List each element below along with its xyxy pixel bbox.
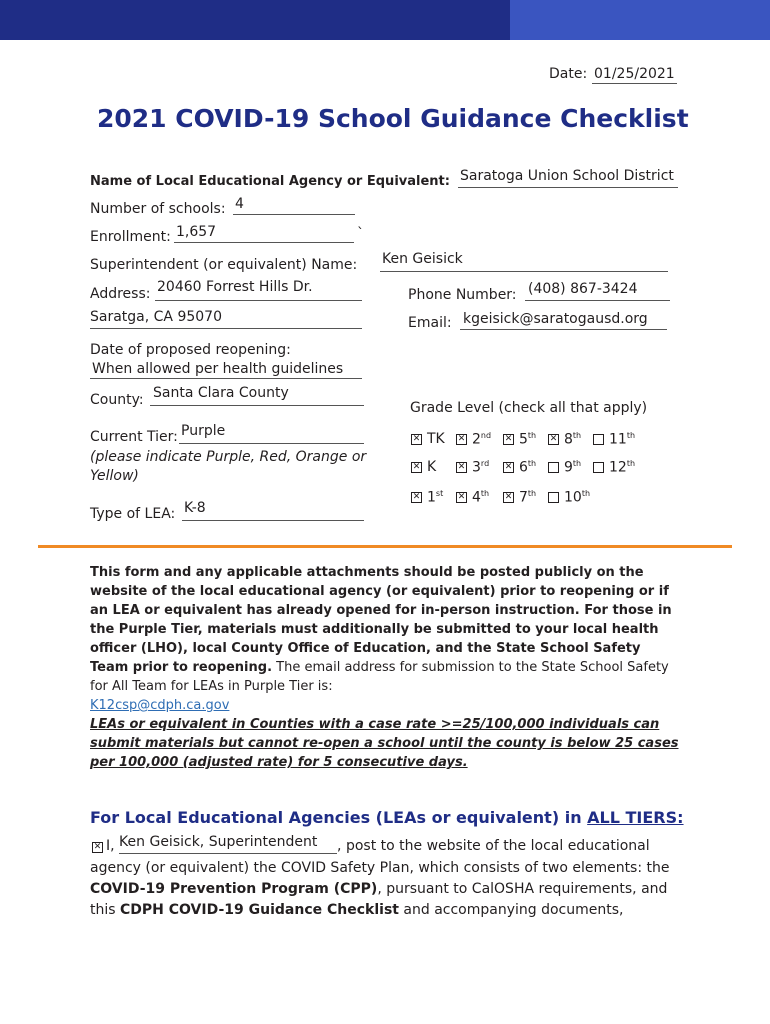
top-banner-accent xyxy=(510,0,770,40)
address-underline-2 xyxy=(90,328,362,329)
grade-base: 9 xyxy=(564,459,573,476)
grade-label-10 xyxy=(564,489,590,506)
lea-type-underline xyxy=(182,520,364,521)
grade-base: K xyxy=(427,459,437,475)
grade-checkbox-tk[interactable] xyxy=(411,434,422,445)
cpp-name: COVID-19 Prevention Program (CPP) xyxy=(90,881,378,897)
superintendent-value[interactable]: Ken Geisick xyxy=(382,251,463,267)
grade-checkbox-11[interactable] xyxy=(593,434,604,445)
county-value[interactable]: Santa Clara County xyxy=(153,385,289,401)
phone-label: Phone Number: xyxy=(408,287,517,303)
county-underline xyxy=(150,405,364,406)
grade-checkbox-k[interactable] xyxy=(411,462,422,473)
grade-base: 3 xyxy=(472,459,481,476)
grade-label-7 xyxy=(519,489,536,506)
grade-base: 4 xyxy=(472,489,481,506)
grade-base: TK xyxy=(427,431,445,447)
grade-base: 11 xyxy=(609,431,627,448)
address-line2[interactable]: Saratga, CA 95070 xyxy=(90,309,222,325)
email-label: Email: xyxy=(408,315,452,331)
grade-label-4 xyxy=(472,489,489,506)
schools-label: Number of schools: xyxy=(90,201,226,217)
all-tiers-heading-prefix: For Local Educational Agencies (LEAs or equivalent) in xyxy=(90,808,582,827)
grade-suffix: nd xyxy=(480,431,492,440)
grade-base: 6 xyxy=(519,459,528,476)
notice-bold-text: This form and any applicable attachments should be posted publicly on the website of the local educational agency (or equivalent) prior to reopening or if an LEA or equivalent has already opened for in-person instruction. For those in the Purple Tier, materials must additionally be submitted to your local health officer (LHO), local County Office of Education, and the State School Safety Team prior to reopening. xyxy=(90,565,672,675)
grade-label-8 xyxy=(564,431,581,448)
grade-base: 5 xyxy=(519,431,528,448)
enrollment-label: Enrollment: xyxy=(90,229,171,245)
grade-checkbox-6[interactable] xyxy=(503,462,514,473)
tier-value[interactable]: Purple xyxy=(181,423,226,439)
signer-field[interactable]: Ken Geisick, Superintendent xyxy=(119,832,337,854)
superintendent-underline xyxy=(380,271,668,272)
superintendent-label: Superintendent (or equivalent) Name: xyxy=(90,257,358,273)
grade-checkbox-8[interactable] xyxy=(548,434,559,445)
grade-suffix: th xyxy=(626,459,636,468)
grade-label-9 xyxy=(564,459,581,476)
case-rate-notice: LEAs or equivalent in Counties with a case rate >=25/100,000 individuals can submit materials but cannot re-open a school until the county is below 25 cases per 100,000 (adjusted rate) for 5 consecutive days. xyxy=(90,717,679,770)
grade-checkbox-5[interactable] xyxy=(503,434,514,445)
grade-checkbox-12[interactable] xyxy=(593,462,604,473)
grade-label-1 xyxy=(427,489,443,506)
lea-underline xyxy=(458,187,678,188)
address-underline-1 xyxy=(155,300,362,301)
grade-suffix: th xyxy=(572,431,582,440)
grade-checkbox-7[interactable] xyxy=(503,492,514,503)
checklist-name: CDPH COVID-19 Guidance Checklist xyxy=(120,902,399,918)
grade-base: 1 xyxy=(427,489,436,506)
tier-note-2: Yellow) xyxy=(90,468,139,484)
grade-suffix: th xyxy=(527,431,537,440)
address-label: Address: xyxy=(90,286,151,302)
lea-label: Name of Local Educational Agency or Equivalent: xyxy=(90,174,450,189)
enrollment-value[interactable]: 1,657 xyxy=(176,224,217,240)
email-underline xyxy=(460,329,667,330)
grade-base: 8 xyxy=(564,431,573,448)
grade-checkbox-10[interactable] xyxy=(548,492,559,503)
grade-label-tk xyxy=(427,431,445,447)
all-tiers-heading xyxy=(90,808,684,827)
grade-checkbox-9[interactable] xyxy=(548,462,559,473)
grade-label-11 xyxy=(609,431,635,448)
posting-notice xyxy=(90,563,680,772)
notice-plain-text: The email address for submission to the State School Safety for All Team for LEAs in Purple Tier is: xyxy=(90,660,669,694)
grade-base: 12 xyxy=(609,459,627,476)
para-1: , post to the website of the local educational agency (or equivalent) the COVID Safety Plan, which consists of two elements: the xyxy=(90,838,670,876)
grade-label-5 xyxy=(519,431,536,448)
date-underline xyxy=(592,83,677,84)
schools-underline xyxy=(233,214,355,215)
tier-underline xyxy=(179,443,364,444)
grade-suffix: th xyxy=(527,489,537,498)
grade-level-label: Grade Level (check all that apply) xyxy=(410,400,648,416)
enrollment-underline xyxy=(174,242,354,243)
posting-agreement-text xyxy=(90,836,690,921)
para-2: , pursuant to CalOSHA requirements, and this xyxy=(90,881,668,918)
reopen-underline xyxy=(90,378,362,379)
reopen-label: Date of proposed reopening: xyxy=(90,342,291,358)
email-value[interactable]: kgeisick@saratogausd.org xyxy=(463,311,648,327)
lea-type-label: Type of LEA: xyxy=(90,506,176,522)
grade-suffix: rd xyxy=(480,459,490,468)
grade-base: 10 xyxy=(564,489,582,506)
grade-suffix: th xyxy=(527,459,537,468)
grade-base: 2 xyxy=(472,431,481,448)
grade-checkbox-3[interactable] xyxy=(456,462,467,473)
grade-suffix: th xyxy=(581,489,591,498)
date-value[interactable]: 01/25/2021 xyxy=(594,66,675,82)
top-banner xyxy=(0,0,770,40)
date-label: Date: xyxy=(549,66,588,82)
para-3: and accompanying documents, xyxy=(398,902,624,918)
lea-value[interactable]: Saratoga Union School District xyxy=(460,168,674,184)
grade-label-3 xyxy=(472,459,489,476)
section-divider xyxy=(38,545,732,548)
grade-label-k xyxy=(427,459,436,475)
tier-label: Current Tier: xyxy=(90,429,178,445)
enrollment-tick: ` xyxy=(357,226,364,242)
grade-label-2 xyxy=(472,431,491,448)
grade-checkbox-1[interactable] xyxy=(411,492,422,503)
submission-email-link[interactable]: K12csp@cdph.ca.gov xyxy=(90,698,230,713)
reopen-value[interactable]: When allowed per health guidelines xyxy=(92,361,344,377)
grade-suffix: st xyxy=(435,489,444,498)
grade-label-12 xyxy=(609,459,635,476)
grade-suffix: th xyxy=(572,459,582,468)
grade-checkbox-2[interactable] xyxy=(456,434,467,445)
all-tiers-heading-underlined: ALL TIERS: xyxy=(587,808,684,827)
grade-label-6 xyxy=(519,459,536,476)
lea-type-value[interactable]: K-8 xyxy=(184,500,206,516)
grade-checkbox-4[interactable] xyxy=(456,492,467,503)
i-label: I, xyxy=(106,838,115,854)
phone-value[interactable]: (408) 867-3424 xyxy=(528,281,638,297)
grade-suffix: th xyxy=(480,489,490,498)
county-label: County: xyxy=(90,392,144,408)
phone-underline xyxy=(525,300,670,301)
tier-note: (please indicate Purple, Red, Orange or xyxy=(90,449,367,465)
schools-value[interactable]: 4 xyxy=(235,196,244,212)
grade-suffix: th xyxy=(626,431,636,440)
page-title: 2021 COVID-19 School Guidance Checklist xyxy=(97,104,689,133)
address-line1[interactable]: 20460 Forrest Hills Dr. xyxy=(157,279,313,295)
grade-base: 7 xyxy=(519,489,528,506)
